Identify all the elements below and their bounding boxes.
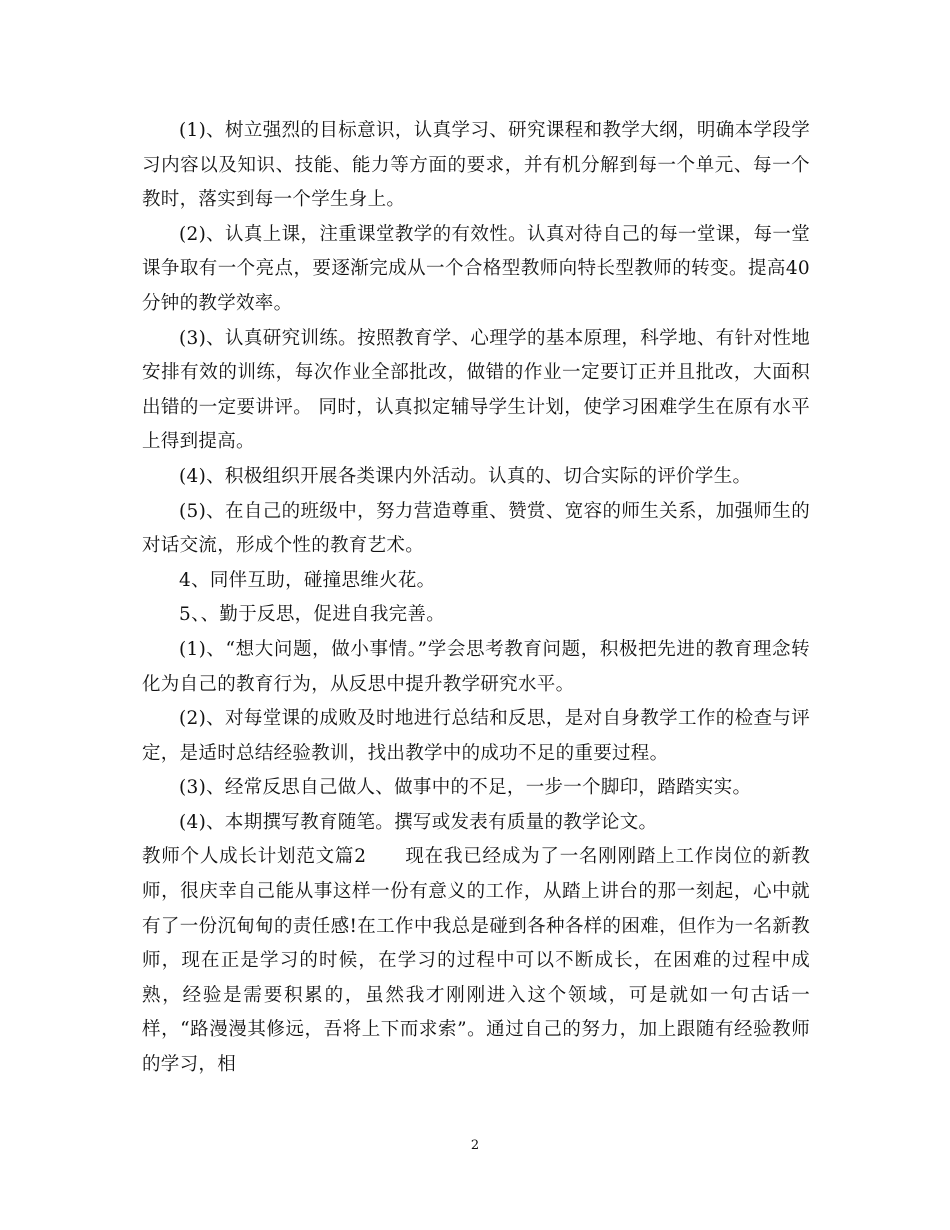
- paragraph-section-5-reflection: 5、、勤于反思，促进自我完善。: [179, 604, 446, 626]
- paragraph-article-2-intro: 教师个人成长计划范文篇2 现在我已经成为了一名刚刚踏上工作岗位的新教师，很庆幸自己能从事这样一份有意义的工作，从踏上讲台的那一刻起，心中就有了一份沉甸甸的责任感!在工作中我总是碰到各种各样的困难，但作为一名新教师，现在正是学习的时候，在学习的过程中可以不断成长，在困难的过程中成熟，经验是需要积累的，虽然我才刚刚进入这个领域，可是就如一句古话一样，“路漫漫其修远，吾将上下而求索”。通过自己的努力，加上跟随有经验教师的学习，相: [142, 846, 810, 1076]
- paragraph-item-5-relationships: (5)、在自己的班级中，努力营造尊重、赞赏、宽容的师生关系，加强师生的对话交流，形成个性的教育艺术。: [142, 500, 810, 557]
- paragraph-item-4-activities: (4)、积极组织开展各类课内外活动。认真的、切合实际的评价学生。: [179, 465, 752, 487]
- paragraph-reflection-item-4: (4)、本期撰写教育随笔。撰写或发表有质量的教学论文。: [179, 811, 658, 833]
- document-body: [142, 114, 810, 1083]
- paragraph-reflection-item-2: (2)、对每堂课的成败及时地进行总结和反思，是对自身教学工作的检查与评定，是适时总结经验教训，找出教学中的成功不足的重要过程。: [142, 708, 810, 764]
- paragraph-reflection-item-1: (1)、“想大问题，做小事情。”学会思考教育问题，积极把先进的教育理念转化为自己的教育行为，从反思中提升教学研究水平。: [142, 638, 810, 695]
- paragraph-section-4-peer-help: 4、同伴互助，碰撞思维火花。: [179, 569, 436, 591]
- paragraph-reflection-item-3: (3)、经常反思自己做人、做事中的不足，一步一个脚印，踏踏实实。: [179, 777, 752, 799]
- paragraph-item-3-training: (3)、认真研究训练。按照教育学、心理学的基本原理，科学地、有针对性地安排有效的训练，每次作业全部批改，做错的作业一定要订正并且批改，大面积出错的一定要讲评。 同时，认真拟定辅导学生计划，使学习困难学生在原有水平上得到提高。: [142, 327, 810, 453]
- paragraph-item-1-goal-awareness: (1)、树立强烈的目标意识，认真学习、研究课程和教学大纲，明确本学段学习内容以及知识、技能、能力等方面的要求，并有机分解到每一个单元、每一个教时，落实到每一个学生身上。: [142, 120, 810, 211]
- page-number: 2: [470, 1138, 480, 1153]
- paragraph-item-2-classroom: (2)、认真上课，注重课堂教学的有效性。认真对待自己的每一堂课，每一堂课争取有一个亮点，要逐渐完成从一个合格型教师向特长型教师的转变。提高40分钟的教学效率。: [142, 223, 810, 314]
